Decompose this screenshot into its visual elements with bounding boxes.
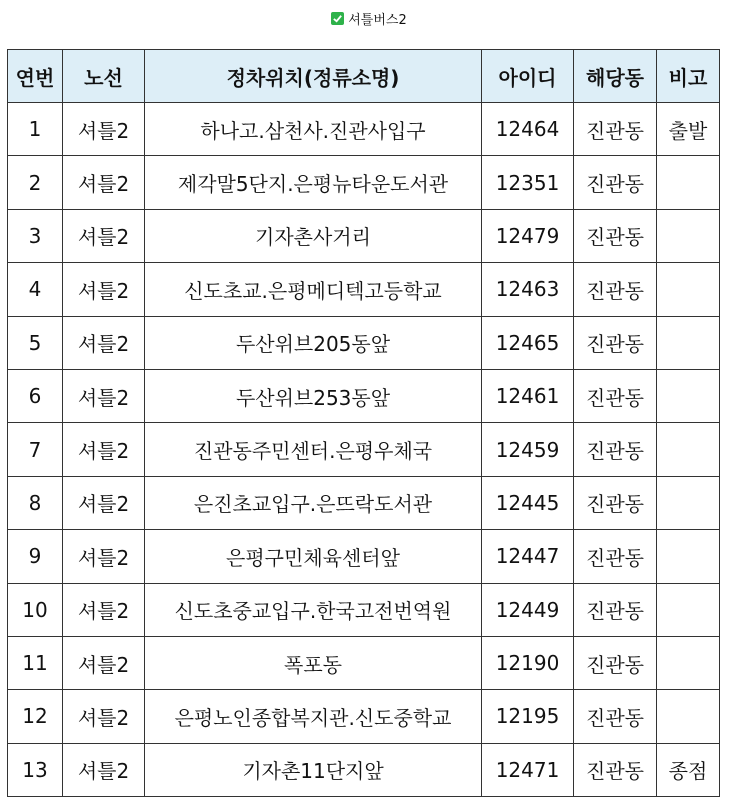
cell-stop-name: 은평노인종합복지관.신도중학교 <box>145 690 482 743</box>
shuttle-stop-table <box>7 49 720 797</box>
cell-route: 셔틀2 <box>63 690 145 743</box>
cell-district: 진관동 <box>574 369 657 422</box>
cell-note <box>657 530 720 583</box>
cell-no: 3 <box>8 209 63 262</box>
header-id: 아이디 <box>482 50 574 103</box>
cell-no: 11 <box>8 636 63 689</box>
table-row <box>8 103 720 156</box>
cell-route: 셔틀2 <box>63 530 145 583</box>
cell-note <box>657 636 720 689</box>
cell-note <box>657 209 720 262</box>
cell-id: 12479 <box>482 209 574 262</box>
cell-district: 진관동 <box>574 530 657 583</box>
table-row <box>8 583 720 636</box>
header-stop-name: 정차위치(정류소명) <box>145 50 482 103</box>
cell-stop-name: 두산위브205동앞 <box>145 316 482 369</box>
cell-id: 12195 <box>482 690 574 743</box>
cell-route: 셔틀2 <box>63 583 145 636</box>
cell-district: 진관동 <box>574 316 657 369</box>
cell-stop-name: 기자촌사거리 <box>145 209 482 262</box>
table-row <box>8 476 720 529</box>
cell-route: 셔틀2 <box>63 423 145 476</box>
table-header-row <box>8 50 720 103</box>
table-row <box>8 156 720 209</box>
cell-no: 12 <box>8 690 63 743</box>
cell-stop-name: 두산위브253동앞 <box>145 369 482 422</box>
cell-district: 진관동 <box>574 156 657 209</box>
table-row <box>8 316 720 369</box>
table-row <box>8 209 720 262</box>
cell-district: 진관동 <box>574 263 657 316</box>
cell-id: 12447 <box>482 530 574 583</box>
cell-id: 12465 <box>482 316 574 369</box>
cell-id: 12190 <box>482 636 574 689</box>
cell-no: 5 <box>8 316 63 369</box>
cell-no: 4 <box>8 263 63 316</box>
table-row <box>8 263 720 316</box>
cell-district: 진관동 <box>574 209 657 262</box>
cell-stop-name: 신도초중교입구.한국고전번역원 <box>145 583 482 636</box>
cell-route: 셔틀2 <box>63 636 145 689</box>
cell-route: 셔틀2 <box>63 156 145 209</box>
cell-stop-name: 진관동주민센터.은평우체국 <box>145 423 482 476</box>
cell-no: 6 <box>8 369 63 422</box>
header-route: 노선 <box>63 50 145 103</box>
cell-route: 셔틀2 <box>63 103 145 156</box>
cell-route: 셔틀2 <box>63 316 145 369</box>
cell-id: 12351 <box>482 156 574 209</box>
cell-district: 진관동 <box>574 583 657 636</box>
header-district: 해당동 <box>574 50 657 103</box>
cell-stop-name: 기자촌11단지앞 <box>145 743 482 796</box>
cell-id: 12445 <box>482 476 574 529</box>
cell-id: 12461 <box>482 369 574 422</box>
cell-no: 7 <box>8 423 63 476</box>
cell-note <box>657 263 720 316</box>
cell-district: 진관동 <box>574 743 657 796</box>
table-row <box>8 423 720 476</box>
table-row <box>8 530 720 583</box>
cell-id: 12463 <box>482 263 574 316</box>
cell-route: 셔틀2 <box>63 476 145 529</box>
cell-no: 8 <box>8 476 63 529</box>
cell-stop-name: 제각말5단지.은평뉴타운도서관 <box>145 156 482 209</box>
cell-stop-name: 폭포동 <box>145 636 482 689</box>
cell-no: 2 <box>8 156 63 209</box>
cell-route: 셔틀2 <box>63 743 145 796</box>
cell-note: 출발 <box>657 103 720 156</box>
table-row <box>8 690 720 743</box>
cell-id: 12471 <box>482 743 574 796</box>
cell-id: 12449 <box>482 583 574 636</box>
table-row <box>8 369 720 422</box>
cell-note <box>657 583 720 636</box>
cell-note <box>657 316 720 369</box>
cell-note <box>657 156 720 209</box>
table-row <box>8 743 720 796</box>
cell-note <box>657 476 720 529</box>
cell-no: 9 <box>8 530 63 583</box>
cell-note <box>657 690 720 743</box>
cell-district: 진관동 <box>574 636 657 689</box>
cell-district: 진관동 <box>574 103 657 156</box>
cell-route: 셔틀2 <box>63 263 145 316</box>
cell-no: 13 <box>8 743 63 796</box>
cell-no: 1 <box>8 103 63 156</box>
cell-stop-name: 신도초교.은평메디텍고등학교 <box>145 263 482 316</box>
cell-stop-name: 하나고.삼천사.진관사입구 <box>145 103 482 156</box>
cell-stop-name: 은평구민체육센터앞 <box>145 530 482 583</box>
caption-text: 셔틀버스2 <box>348 12 407 28</box>
document-caption <box>0 0 738 36</box>
check-icon <box>331 12 344 25</box>
table-row <box>8 636 720 689</box>
header-no: 연번 <box>8 50 63 103</box>
cell-district: 진관동 <box>574 476 657 529</box>
cell-route: 셔틀2 <box>63 209 145 262</box>
header-note: 비고 <box>657 50 720 103</box>
cell-note <box>657 369 720 422</box>
cell-note <box>657 423 720 476</box>
cell-no: 10 <box>8 583 63 636</box>
cell-id: 12459 <box>482 423 574 476</box>
cell-district: 진관동 <box>574 423 657 476</box>
cell-district: 진관동 <box>574 690 657 743</box>
cell-id: 12464 <box>482 103 574 156</box>
cell-route: 셔틀2 <box>63 369 145 422</box>
cell-stop-name: 은진초교입구.은뜨락도서관 <box>145 476 482 529</box>
cell-note: 종점 <box>657 743 720 796</box>
